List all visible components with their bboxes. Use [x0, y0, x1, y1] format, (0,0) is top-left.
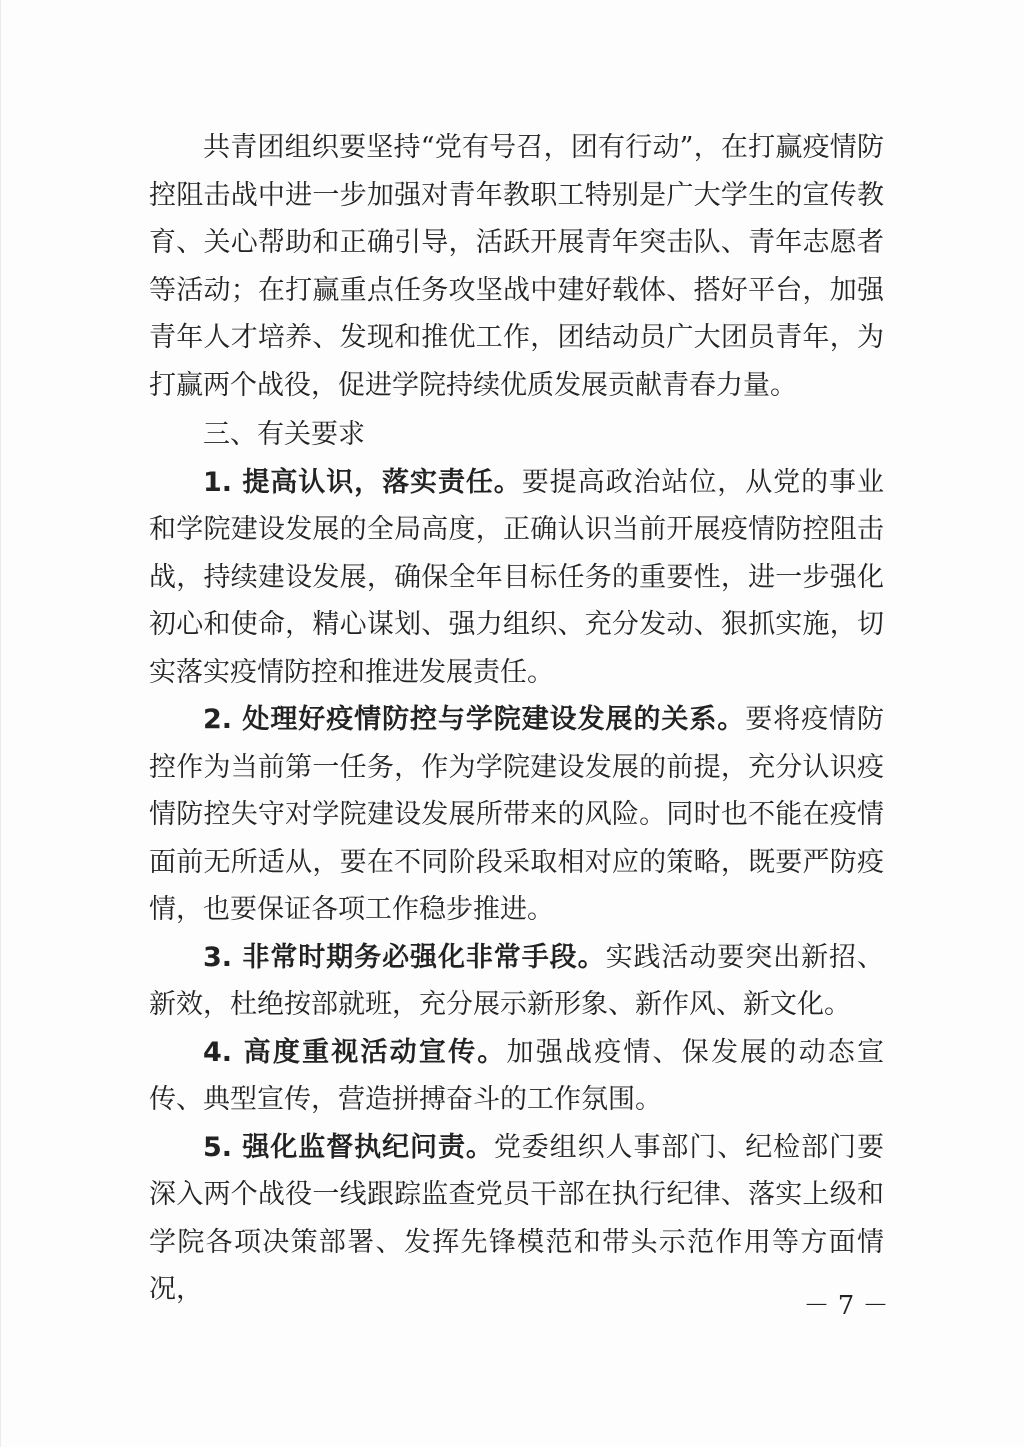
requirement-item-5: [149, 1124, 884, 1314]
requirement-text: 要提高政治站位，从党的事业和学院建设发展的全局高度，正确认识当前开展疫情防控阻击战，持续建设发展，确保全年目标任务的重要性，进一步强化初心和使命，精心谋划、强力组织、充分发动、狠抓实施，切实落实疫情防控和推进发展责任。: [149, 466, 884, 688]
requirement-title: 2. 处理好疫情防控与学院建设发展的关系。: [203, 704, 746, 735]
requirement-text: 实践活动要突出新招、新效，杜绝按部就班，充分展示新形象、新作风、新文化。: [149, 941, 884, 1020]
paragraph-text: 共青团组织要坚持“党有号召，团有行动”，在打赢疫情防控阻击战中进一步加强对青年教职工特别是广大学生的宣传教育、关心帮助和正确引导，活跃开展青年突击队、青年志愿者等活动；在打赢重点任务攻坚战中建好载体、搭好平台，加强青年人才培养、发现和推优工作，团结动员广大团员青年，为打赢两个战役，促进学院持续优质发展贡献青春力量。: [149, 132, 884, 401]
requirement-item-3: [149, 934, 884, 1029]
requirement-text: 要将疫情防控作为当前第一任务，作为学院建设发展的前提，充分认识疫情防控失守对学院建设发展所带来的风险。同时也不能在疫情面前无所适从，要在不同阶段采取相对应的策略，既要严防疫情，也要保证各项工作稳步推进。: [149, 704, 884, 925]
requirement-text: 加强战疫情、保发展的动态宣传、典型宣传，营造拼搏奋斗的工作氛围。: [149, 1036, 884, 1115]
requirement-title: 4. 高度重视活动宣传。: [203, 1036, 507, 1068]
requirement-item-1: [149, 459, 884, 697]
requirement-text: 党委组织人事部门、纪检部门要深入两个战役一线跟踪监查党员干部在执行纪律、落实上级和学院各项决策部署、发挥先锋模范和带头示范作用等方面情况，: [149, 1131, 884, 1305]
requirement-title: 3. 非常时期务必强化非常手段。: [203, 941, 606, 973]
requirement-title: 5. 强化监督执纪问责。: [203, 1131, 494, 1163]
section-heading-requirements: [149, 411, 884, 459]
requirement-item-4: [149, 1029, 884, 1124]
document-body: [149, 124, 884, 1314]
section-heading-text: 三、有关要求: [203, 419, 365, 450]
page-number: － 7 －: [803, 1291, 889, 1321]
paragraph-youth-league: [149, 124, 884, 409]
requirement-title: 1. 提高认识，落实责任。: [203, 466, 522, 498]
requirement-item-2: [149, 696, 884, 934]
